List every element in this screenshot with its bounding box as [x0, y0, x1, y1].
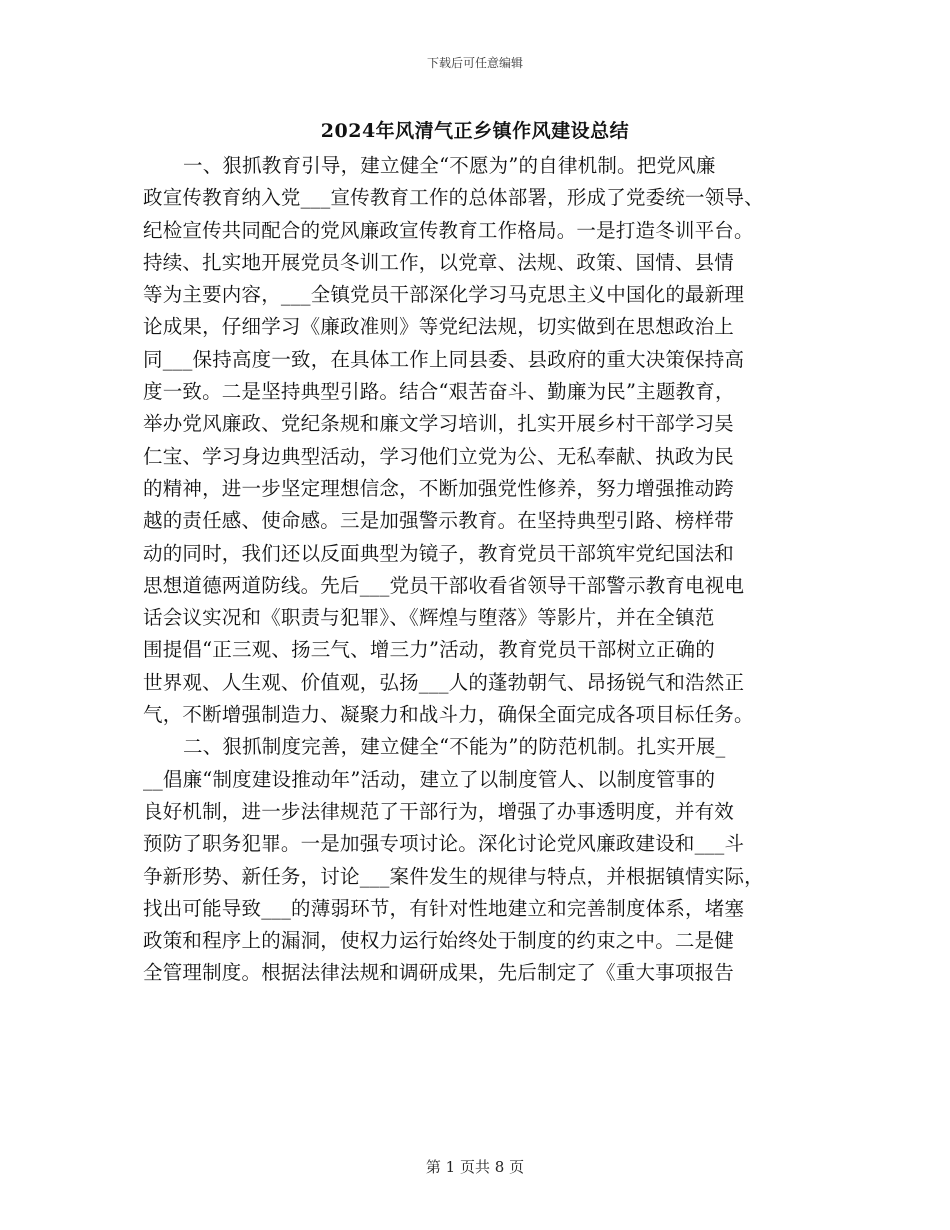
body-line: 世界观、人生观、价值观，弘扬___人的蓬勃朝气、昂扬锐气和浩然正 [143, 670, 745, 694]
body-line: 争新形势、新任务，讨论___案件发生的规律与特点，并根据镇情实际， [143, 864, 764, 888]
body-line: 良好机制，进一步法律规范了干部行为，增强了办事透明度，并有效 [143, 799, 735, 823]
header-note: 下载后可任意编辑 [426, 56, 523, 70]
body-line: 思想道德两道防线。先后___党员干部收看省领导干部警示教育电视电 [143, 573, 745, 597]
document-title: 2024年风清气正乡镇作风建设总结 [320, 120, 630, 142]
body-line: 一、狠抓教育引导，建立健全“不愿为”的自律机制。把党风廉 [183, 154, 716, 177]
body-line: 举办党风廉政、党纪条规和廉文学习培训，扎实开展乡村干部学习吴 [143, 412, 735, 436]
body-line: 论成果，仔细学习《廉政准则》等党纪法规，切实做到在思想政治上 [143, 315, 735, 339]
body-line: 的精神，进一步坚定理想信念，不断加强党性修养，努力增强推动跨 [143, 476, 735, 500]
body-line: 政宣传教育纳入党___宣传教育工作的总体部署，形成了党委统一领导、 [143, 186, 764, 210]
body-line: 仁宝、学习身边典型活动，学习他们立党为公、无私奉献、执政为民 [143, 444, 735, 468]
body-line: 等为主要内容，___全镇党员干部深化学习马克思主义中国化的最新理 [143, 283, 745, 307]
body-line: 围提倡“正三观、扬三气、增三力”活动，教育党员干部树立正确的 [143, 638, 715, 662]
body-line: 持续、扎实地开展党员冬训工作，以党章、法规、政策、国情、县情 [143, 250, 735, 274]
body-line: 纪检宣传共同配合的党风廉政宣传教育工作格局。一是打造冬训平台。 [143, 218, 754, 242]
body-line: __倡廉“制度建设推动年”活动，建立了以制度管人、以制度管事的 [143, 767, 716, 791]
body-line: 全管理制度。根据法律法规和调研成果，先后制定了《重大事项报告 [143, 961, 735, 985]
body-line: 度一致。二是坚持典型引路。结合“艰苦奋斗、勤廉为民”主题教育， [143, 380, 735, 404]
document-body [143, 150, 823, 990]
body-line: 越的责任感、使命感。三是加强警示教育。在坚持典型引路、榜样带 [143, 509, 735, 533]
body-line: 政策和程序上的漏洞，使权力运行始终处于制度的约束之中。二是健 [143, 929, 735, 953]
body-line: 气，不断增强制造力、凝聚力和战斗力，确保全面完成各项目标任务。 [143, 703, 754, 727]
body-line: 找出可能导致___的薄弱环节，有针对性地建立和完善制度体系，堵塞 [143, 896, 745, 920]
body-line: 预防了职务犯罪。一是加强专项讨论。深化讨论党风廉政建设和___斗 [143, 832, 745, 856]
body-line: 二、狠抓制度完善，建立健全“不能为”的防范机制。扎实开展_ [183, 735, 726, 759]
body-line: 同___保持高度一致，在具体工作上同县委、县政府的重大决策保持高 [143, 347, 745, 371]
body-line: 动的同时，我们还以反面典型为镜子，教育党员干部筑牢党纪国法和 [143, 541, 735, 565]
page-footer: 第 1 页共 8 页 [425, 1158, 525, 1176]
body-line: 话会议实况和《职责与犯罪》、《辉煌与堕落》等影片，并在全镇范 [143, 606, 715, 630]
